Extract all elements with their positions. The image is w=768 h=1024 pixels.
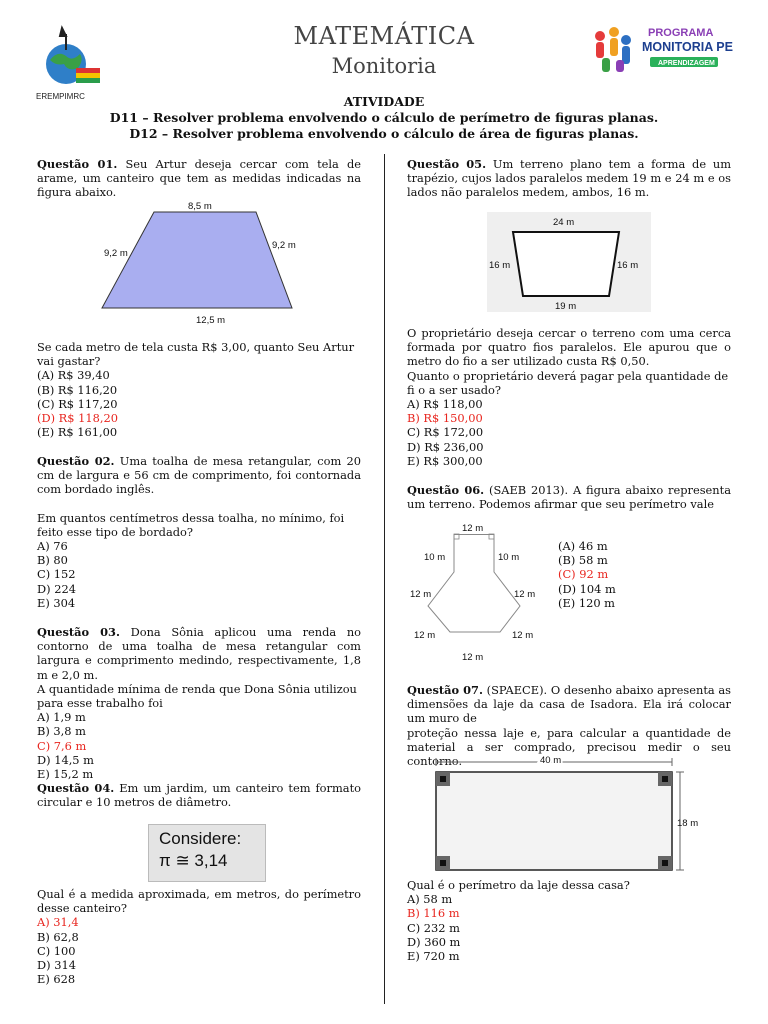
question-text: Uma toalha de mesa retangular, com 20 cm de largura e 56 cm de comprimento, foi contornada com bordado inglês. [37, 454, 362, 497]
question-01 [37, 157, 361, 200]
figure-label-right: 18 m [677, 818, 699, 829]
page-subtitle: Monitoria [331, 54, 437, 78]
option-c[interactable]: C) 232 m [407, 920, 460, 935]
figure-label-bottom: 12,5 m [196, 315, 226, 326]
figure-label-top: 40 m [540, 755, 562, 766]
people-icon [595, 27, 631, 72]
option-b[interactable]: (B) 58 m [558, 553, 608, 568]
terrain-trapezoid-figure [487, 212, 651, 316]
option-d[interactable]: D) 314 [37, 958, 76, 973]
question-label: Questão 04. [37, 781, 115, 795]
option-a[interactable]: A) 76 [37, 539, 68, 554]
question-text: Em um jardim, um canteiro tem formato circular e 10 metros de diâmetro. [37, 781, 362, 810]
question-text: (SPAECE). O desenho abaixo apresenta as dimensões da laje da casa de Isadora. Ela irá colocar um muro de [407, 683, 732, 726]
option-a[interactable]: A) 58 m [407, 892, 453, 907]
figure-label-bottom: 19 m [555, 301, 577, 312]
activity-title: ATIVIDADE [343, 94, 425, 109]
option-d[interactable]: D) 224 [37, 581, 76, 596]
option-e[interactable]: E) 720 m [407, 949, 460, 964]
terrain-polygon-figure [410, 520, 540, 669]
question-07-prompt [407, 878, 731, 963]
option-d[interactable]: D) 360 m [407, 934, 461, 949]
trapezoid-figure [96, 198, 296, 332]
descriptor-d11: D11 – Resolver problema envolvendo o cálculo de perímetro de figuras planas. [109, 110, 659, 125]
question-04-prompt [37, 887, 361, 986]
figure-label-right-1: 10 m [498, 552, 520, 563]
option-e[interactable]: (E) 120 m [558, 595, 615, 610]
option-c-correct[interactable]: C) 7,6 m [37, 738, 87, 753]
option-c[interactable]: C) 152 [37, 567, 76, 582]
figure-label-left: 16 m [489, 260, 511, 271]
question-text: Seu Artur deseja cercar com tela de arame, um canteiro que tem as medidas indicadas na figura abaixo. [37, 157, 361, 200]
figure-label-left: 9,2 m [104, 248, 128, 259]
option-d-correct[interactable]: (D) R$ 118,20 [37, 411, 118, 426]
option-a[interactable]: A) R$ 118,00 [407, 397, 483, 412]
figure-label-left-3: 12 m [414, 630, 436, 641]
question-prompt: Qual é a medida aproximada, em metros, do perímetro desse canteiro? [37, 887, 361, 916]
option-a[interactable]: (A) 46 m [558, 539, 608, 553]
question-04 [37, 781, 361, 809]
figure-label-right: 16 m [617, 260, 639, 271]
option-e[interactable]: E) 304 [37, 595, 76, 610]
question-01-prompt [37, 340, 361, 439]
program-logo-line2: MONITORIA PE [642, 40, 733, 54]
question-label: Questão 05. [407, 157, 487, 171]
option-e[interactable]: E) 15,2 m [37, 767, 94, 782]
option-c[interactable]: (C) R$ 117,20 [37, 396, 118, 411]
question-label: Questão 02. [37, 454, 115, 468]
program-logo [588, 22, 738, 82]
option-d[interactable]: D) R$ 236,00 [407, 439, 484, 454]
school-logo-text: EREMPIMRC [36, 92, 85, 101]
question-06-options [558, 539, 678, 610]
question-06 [407, 483, 731, 511]
option-b[interactable]: B) 80 [37, 553, 68, 568]
consider-box [148, 824, 266, 882]
program-logo-line1: PROGRAMA [648, 27, 714, 39]
question-label: Questão 07. [407, 683, 483, 697]
question-prompt: A quantidade mínima de renda que Dona Sônia utilizou para esse trabalho foi [37, 681, 357, 711]
figure-label-right: 9,2 m [272, 240, 296, 251]
question-label: Questão 06. [407, 483, 485, 497]
option-b[interactable]: (B) R$ 116,20 [37, 382, 118, 397]
option-d[interactable]: (D) 104 m [558, 581, 616, 596]
option-e[interactable]: E) R$ 300,00 [407, 453, 483, 468]
question-prompt: Se cada metro de tela custa R$ 3,00, quanto Seu Artur vai gastar? [37, 340, 355, 369]
option-a-correct[interactable]: A) 31,4 [37, 915, 79, 930]
option-a[interactable]: (A) R$ 39,40 [37, 368, 110, 383]
question-text: (SAEB 2013). A figura abaixo representa um terreno. Podemos afirmar que seu perímetro vale [407, 483, 731, 512]
figure-label-right-3: 12 m [512, 630, 534, 641]
option-d[interactable]: D) 14,5 m [37, 752, 94, 767]
question-02 [37, 454, 361, 610]
page-title: MATEMÁTICA [293, 22, 475, 50]
question-text-2: proteção nessa laje e, para calcular a quantidade de material a ser comprado, precisou medir o seu contorno. [407, 725, 731, 769]
option-e[interactable]: (E) R$ 161,00 [37, 425, 118, 440]
slab-rectangle-figure [430, 752, 700, 886]
pi-value: π ≅ 3,14 [159, 851, 228, 870]
column-divider [384, 154, 385, 1004]
question-label: Questão 03. [37, 625, 120, 639]
option-b[interactable]: B) 62,8 [37, 929, 79, 944]
question-prompt: Quanto o proprietário deverá pagar pela quantidade de fi o a ser usado? [407, 368, 729, 397]
consider-label: Considere: [159, 829, 242, 848]
figure-label-bottom: 12 m [462, 652, 484, 663]
option-c-correct[interactable]: (C) 92 m [558, 567, 609, 582]
option-c[interactable]: C) R$ 172,00 [407, 425, 484, 440]
question-prompt: Em quantos centímetros dessa toalha, no mínimo, foi feito esse tipo de bordado? [37, 510, 345, 539]
option-e[interactable]: E) 628 [37, 972, 76, 987]
option-b[interactable]: B) 3,8 m [37, 724, 86, 739]
figure-label-top: 12 m [462, 523, 484, 534]
option-b-correct[interactable]: B) R$ 150,00 [407, 411, 483, 426]
option-b-correct[interactable]: B) 116 m [407, 906, 460, 921]
question-label: Questão 01. [37, 157, 118, 171]
question-05-prompt [407, 326, 731, 468]
question-03 [37, 625, 361, 781]
question-05 [407, 157, 731, 200]
program-logo-line3: APRENDIZAGEM [658, 60, 715, 67]
figure-label-left-1: 10 m [424, 552, 446, 563]
question-text: Um terreno plano tem a forma de um trapézio, cujos lados paralelos medem 19 m e 24 m e os lados não paralelos medem, ambos, 16 m. [407, 157, 732, 200]
figure-label-left-2: 12 m [410, 589, 432, 600]
question-text-2: O proprietário deseja cercar o terreno com uma cerca formada por quatro fios paralelos. Ele apurou que o metro do fio a ser utilizado custa R$ 0,50. [407, 326, 731, 369]
figure-label-top: 24 m [553, 217, 575, 228]
figure-label-right-2: 12 m [514, 589, 536, 600]
descriptor-d12: D12 – Resolver problema envolvendo o cálculo de área de figuras planas. [129, 126, 639, 141]
question-text: Dona Sônia aplicou uma renda no contorno de uma toalha de mesa retangular com largura e comprimento medindo, respectivamente, 1,8 m e 2,0 m. [37, 625, 362, 682]
question-prompt: Qual é o perímetro da laje dessa casa? [407, 878, 630, 892]
option-c[interactable]: C) 100 [37, 943, 76, 958]
option-a[interactable]: A) 1,9 m [37, 710, 86, 725]
figure-label-top: 8,5 m [188, 201, 212, 212]
